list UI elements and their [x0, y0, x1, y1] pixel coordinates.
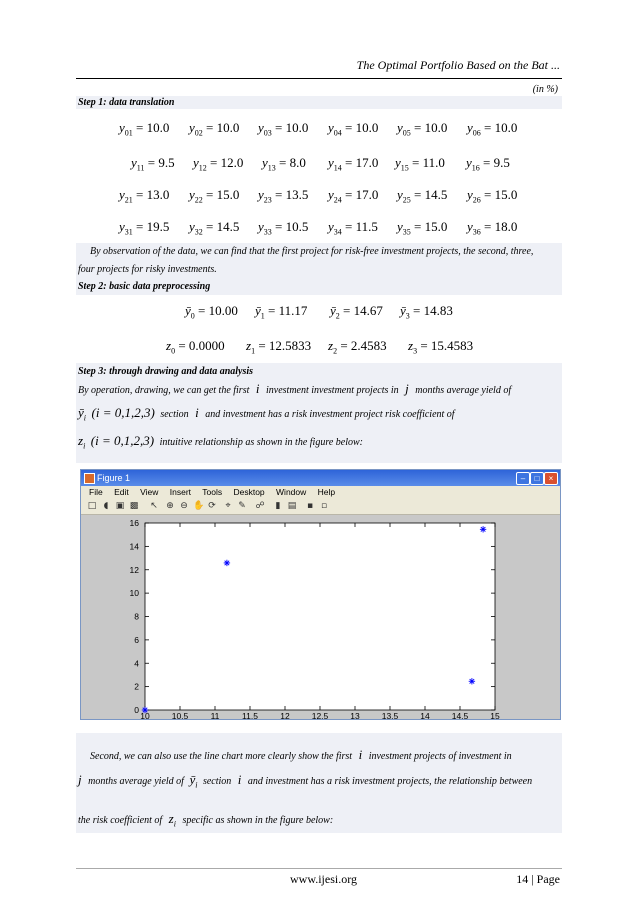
x-tick-label: 13.5 [381, 711, 399, 719]
link-icon[interactable]: ☍ [255, 501, 265, 511]
open-folder-icon[interactable]: ◖ [103, 501, 109, 511]
step3-line1-part-b: investment investment projects in [266, 385, 399, 396]
x-tick-label: 11.5 [242, 711, 258, 719]
ybar-3-value: $ȳ_3 = 14.83$ [400, 303, 453, 321]
x-tick-label: 10.5 [171, 711, 189, 719]
y-25-value: $y_{25} = 14.5$ [397, 187, 448, 205]
running-header: The Optimal Portfolio Based on the Bat ... [356, 58, 560, 72]
figure-toolbar [81, 499, 560, 515]
x-tick-label: 12.5 [311, 711, 329, 719]
scatter-point [224, 560, 230, 566]
menu-help[interactable]: Help [317, 487, 336, 497]
figure-title: Figure 1 [97, 473, 131, 483]
colorbar-icon[interactable]: ▮ [275, 501, 281, 511]
observation-paragraph-line1: By observation of the data, we can find that the first project for risk-free investment projects, the second, three, [90, 246, 534, 257]
step3-line2 [78, 405, 455, 423]
axes-box [145, 523, 495, 710]
figure-titlebar [81, 470, 560, 486]
menu-desktop[interactable]: Desktop [233, 487, 265, 497]
y-05-value: $y_{05} = 10.0$ [397, 120, 448, 138]
step1-heading: Step 1: data translation [78, 97, 175, 108]
footer-rule [76, 868, 562, 869]
y-32-value: $y_{32} = 14.5$ [189, 219, 240, 237]
ybar-1-value: $ȳ_1 = 11.17$ [255, 303, 308, 321]
y-tick-label: 4 [134, 658, 139, 669]
scatter-point [469, 678, 475, 684]
step3-line1-part-c: months average yield of [415, 385, 512, 396]
y-06-value: $y_{06} = 10.0$ [467, 120, 518, 138]
variable-j: j [405, 381, 409, 396]
step2-heading: Step 2: basic data preprocessing [78, 281, 211, 292]
para2-line2-part-c: and investment has a risk investment projects, the relationship between [247, 776, 533, 787]
variable-i-2: i [195, 405, 199, 420]
y-tick-label: 14 [129, 541, 139, 552]
z-3-value: $z_3 = 15.4583$ [408, 338, 474, 356]
zoom-out-icon[interactable]: ⊖ [180, 501, 188, 511]
menu-insert[interactable]: Insert [169, 487, 192, 497]
menu-view[interactable]: View [140, 487, 159, 497]
y-26-value: $y_{26} = 15.0$ [467, 187, 518, 205]
para2-line3-part-b: specific as shown in the figure below: [182, 815, 334, 826]
legend-icon[interactable]: ▤ [287, 501, 297, 511]
menu-file[interactable]: File [89, 487, 103, 497]
ybar-i-symbol-2: $ȳ_i$ [189, 772, 198, 790]
figure-menubar [81, 486, 560, 499]
z-i-symbol-2: $z_i$ [168, 811, 176, 829]
y-tick-label: 2 [134, 681, 139, 692]
new-file-icon[interactable]: □ [87, 501, 97, 511]
plot-area [81, 515, 560, 719]
z-i-symbol: $z_i$ [78, 433, 86, 451]
variable-i-4: i [237, 772, 242, 787]
minimize-icon[interactable]: – [516, 472, 530, 485]
y-16-value: $y_{16} = 9.5$ [466, 155, 510, 173]
y-tick-label: 16 [129, 518, 139, 528]
step3-line2-part-a: section [160, 409, 189, 420]
menu-window[interactable]: Window [276, 487, 307, 497]
ybar-i-symbol: $ȳ_i$ [78, 405, 87, 423]
z-0-value: $z_0 = 0.0000$ [166, 338, 225, 356]
y-04-value: $y_{04} = 10.0$ [328, 120, 379, 138]
hide-plot-tools-icon[interactable]: ▪ [306, 501, 314, 511]
ybar-2-value: $ȳ_2 = 14.67$ [330, 303, 383, 321]
para2-line1-part-b: investment projects of investment in [368, 751, 512, 762]
index-condition: (i = 0,1,2,3) [91, 405, 155, 420]
menu-edit[interactable]: Edit [114, 487, 129, 497]
step3-line1-part-a: By operation, drawing, we can get the first [78, 385, 250, 396]
ybar-0-value: $ȳ_0 = 10.00$ [185, 303, 238, 321]
y-21-value: $y_{21} = 13.0$ [119, 187, 170, 205]
unit-note: (in %) [532, 84, 558, 95]
para2-line2 [78, 772, 532, 790]
step3-heading: Step 3: through drawing and data analysis [78, 366, 254, 377]
step3-line3 [78, 433, 363, 451]
maximize-icon[interactable]: □ [530, 472, 544, 485]
x-tick-label: 11 [210, 711, 220, 719]
save-icon[interactable]: ▣ [115, 501, 125, 511]
y-03-value: $y_{03} = 10.0$ [258, 120, 309, 138]
x-tick-label: 14.5 [451, 711, 469, 719]
x-tick-label: 10 [140, 711, 150, 719]
y-33-value: $y_{33} = 10.5$ [258, 219, 309, 237]
y-36-value: $y_{36} = 18.0$ [467, 219, 518, 237]
footer-page-number: 14 | Page [516, 872, 560, 886]
menu-tools[interactable]: Tools [202, 487, 223, 497]
data-cursor-icon[interactable]: ⌖ [225, 501, 231, 511]
para2-line3 [78, 811, 333, 829]
close-icon[interactable]: × [544, 472, 558, 485]
variable-i-3: i [358, 747, 363, 762]
y-tick-label: 8 [134, 611, 139, 622]
scatter-point [480, 526, 486, 532]
y-34-value: $y_{34} = 11.5$ [328, 219, 378, 237]
y-23-value: $y_{23} = 13.5$ [258, 187, 309, 205]
variable-j-2: j [78, 772, 82, 787]
index-condition-2: (i = 0,1,2,3) [90, 433, 155, 448]
z-1-value: $z_1 = 12.5833$ [246, 338, 312, 356]
brush-icon[interactable]: ✎ [238, 501, 246, 511]
footer-url[interactable]: www.ijesi.org [290, 872, 357, 886]
y-tick-label: 12 [129, 564, 139, 575]
y-tick-label: 10 [129, 588, 139, 599]
x-tick-label: 14 [420, 711, 430, 719]
para2-line2-part-b: section [202, 776, 232, 787]
y-12-value: $y_{12} = 12.0$ [193, 155, 244, 173]
arrow-pointer-icon[interactable]: ↖ [150, 501, 158, 511]
para2-line1 [90, 747, 512, 763]
y-35-value: $y_{35} = 15.0$ [397, 219, 448, 237]
step3-line3-text: intuitive relationship as shown in the figure below: [159, 437, 364, 448]
y-15-value: $y_{15} = 11.0$ [395, 155, 445, 173]
scatter-chart [81, 515, 560, 719]
rotate-3d-icon[interactable]: ⟳ [208, 501, 216, 511]
scatter-point [142, 707, 148, 713]
pan-hand-icon[interactable]: ✋ [193, 501, 205, 511]
para2-line1-part-a: Second, we can also use the line chart more clearly show the first [90, 751, 353, 762]
para2-line3-part-a: the risk coefficient of [78, 815, 163, 826]
x-tick-label: 12 [280, 711, 290, 719]
y-tick-label: 6 [134, 634, 139, 645]
y-22-value: $y_{22} = 15.0$ [189, 187, 240, 205]
z-2-value: $z_2 = 2.4583$ [328, 338, 387, 356]
y-tick-label: 0 [134, 705, 139, 715]
y-31-value: $y_{31} = 19.5$ [119, 219, 170, 237]
y-24-value: $y_{24} = 17.0$ [328, 187, 379, 205]
zoom-in-icon[interactable]: ⊕ [166, 501, 174, 511]
header-rule [76, 78, 562, 79]
figure-window [80, 469, 561, 720]
para2-line2-part-a: months average yield of [88, 776, 184, 787]
variable-i: i [255, 381, 260, 396]
step3-line1 [78, 381, 511, 397]
observation-paragraph-line2: four projects for risky investments. [78, 264, 217, 275]
x-tick-label: 13 [350, 711, 360, 719]
y-11-value: $y_{11} = 9.5$ [131, 155, 175, 173]
y-14-value: $y_{14} = 17.0$ [328, 155, 379, 173]
matlab-figure-icon [84, 473, 95, 484]
y-02-value: $y_{02} = 10.0$ [189, 120, 240, 138]
print-icon[interactable]: ▩ [129, 501, 139, 511]
step3-line2-part-b: and investment has a risk investment project risk coefficient of [205, 409, 455, 420]
x-tick-label: 15 [490, 711, 500, 719]
show-plot-tools-icon[interactable]: ▫ [320, 501, 328, 511]
y-01-value: $y_{01} = 10.0$ [119, 120, 170, 138]
y-13-value: $y_{13} = 8.0$ [262, 155, 306, 173]
